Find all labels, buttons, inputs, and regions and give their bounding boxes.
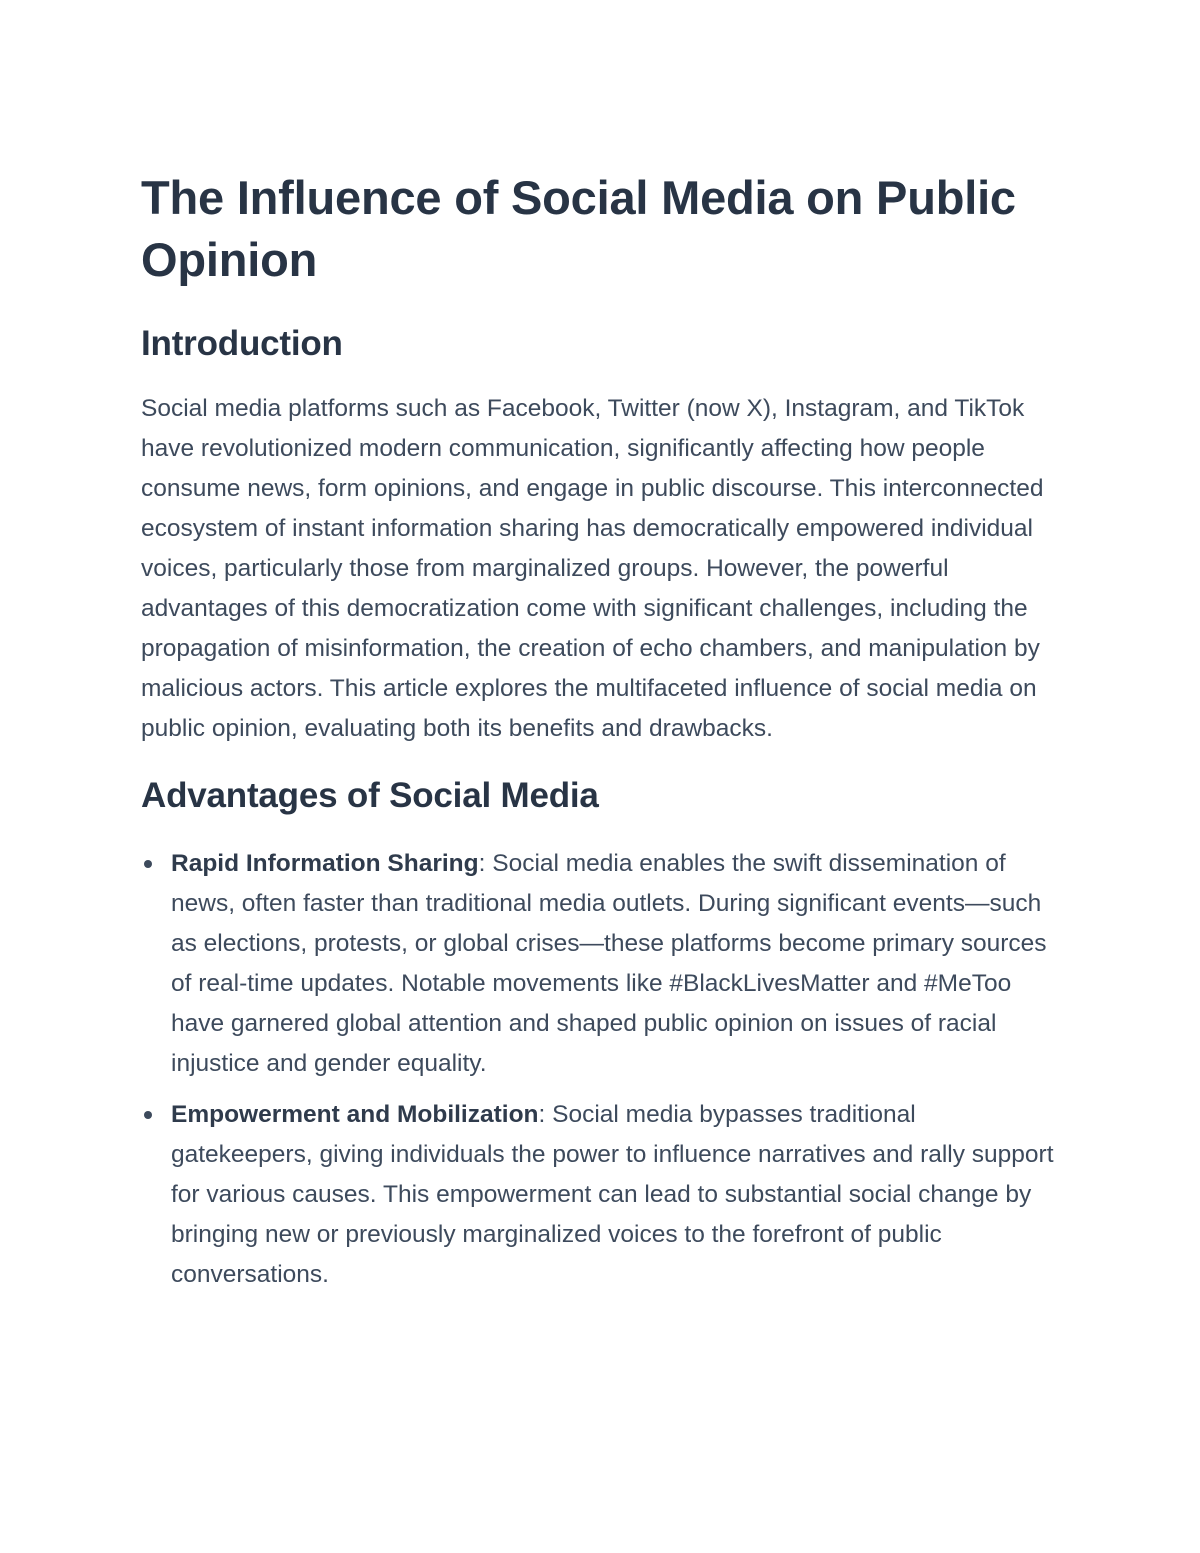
list-item-text: : Social media enables the swift dissemination of news, often faster than traditional media outlets. During significant events—such as elections, protests, or global crises—these platforms become primary sources of real-time updates. Notable movements like #BlackLivesMatter and #MeToo have garnered global attention and shaped public opinion on issues of racial injustice and gender equality.	[171, 850, 1047, 1077]
section-heading-advantages: Advantages of Social Media	[141, 776, 599, 815]
bullet-icon	[144, 1111, 152, 1119]
advantages-list	[141, 844, 1060, 1295]
section-heading-introduction: Introduction	[141, 324, 343, 363]
document-title: The Influence of Social Media on Public Opinion	[141, 171, 1016, 286]
bullet-icon	[144, 860, 152, 868]
list-item-term: Empowerment and Mobilization	[171, 1101, 539, 1128]
list-item	[141, 844, 1060, 1084]
list-item-term: Rapid Information Sharing	[171, 850, 479, 877]
list-item	[141, 1095, 1060, 1295]
introduction-paragraph: Social media platforms such as Facebook, Twitter (now X), Instagram, and TikTok have revolutionized modern communication, significantly affecting how people consume news, form opinions, and engage in public discourse. This interconnected ecosystem of instant information sharing has democratically empowered individual voices, particularly those from marginalized groups. However, the powerful advantages of this democratization come with significant challenges, including the propagation of misinformation, the creation of echo chambers, and manipulation by malicious actors. This article explores the multifaceted influence of social media on public opinion, evaluating both its benefits and drawbacks.	[141, 395, 1044, 742]
list-item-text: : Social media bypasses traditional gatekeepers, giving individuals the power to influence narratives and rally support for various causes. This empowerment can lead to substantial social change by bringing new or previously marginalized voices to the forefront of public conversations.	[171, 1101, 1054, 1288]
